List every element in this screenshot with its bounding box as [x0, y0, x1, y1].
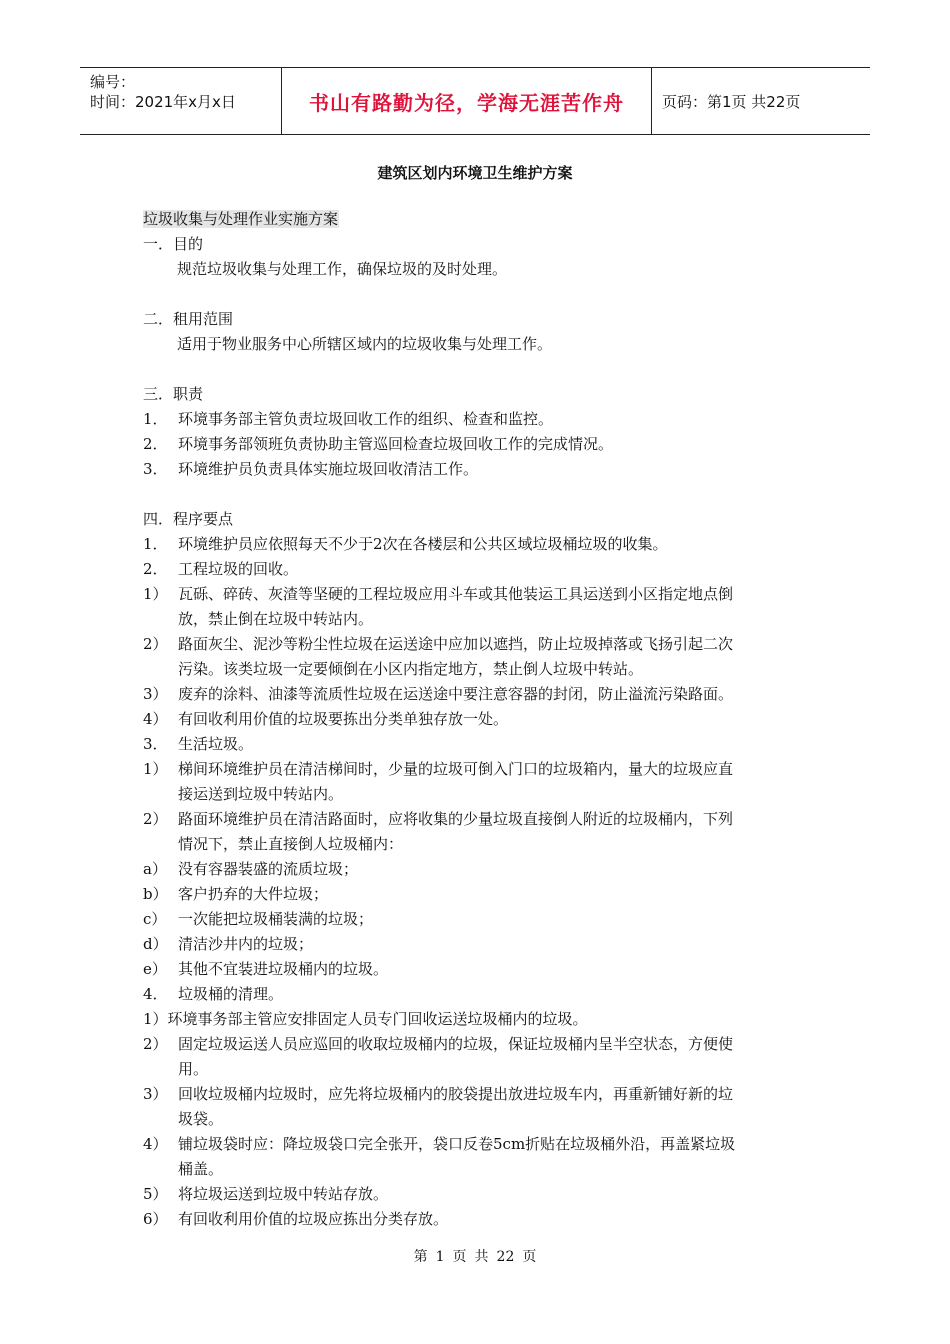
- list-item: [143, 632, 808, 657]
- item-text: 垃圾桶的清理。: [178, 985, 284, 1003]
- item-number: 1．: [143, 410, 168, 428]
- item-text: 生活垃圾。: [178, 735, 254, 753]
- item-text: 铺垃圾袋时应：降垃圾袋口完全张开，袋口反卷5cm折贴在垃圾桶外沿，再盖紧垃圾: [178, 1135, 736, 1153]
- item-text: 用。: [178, 1060, 209, 1078]
- section-heading: 一．目的: [143, 235, 204, 253]
- item-number: 3）: [143, 1085, 168, 1103]
- item-number: 2）: [143, 635, 168, 653]
- document-body: [143, 207, 808, 1232]
- item-number: b）: [143, 885, 168, 903]
- item-text: 一次能把垃圾桶装满的垃圾；: [178, 910, 374, 928]
- item-text: 工程垃圾的回收。: [178, 560, 299, 578]
- header-motto: 书山有路勤为径，学海无涯苦作舟: [282, 68, 652, 134]
- document-title: 建筑区划内环境卫生维护方案: [377, 164, 573, 182]
- list-item: [143, 982, 808, 1007]
- list-item: [143, 407, 808, 432]
- list-item: [143, 1107, 808, 1132]
- item-text: 接运送到垃圾中转站内。: [178, 785, 344, 803]
- item-text: 环境事务部领班负责协助主管巡回检查垃圾回收工作的完成情况。: [178, 435, 614, 453]
- list-item: [143, 1057, 808, 1082]
- item-text: 圾袋。: [178, 1110, 224, 1128]
- item-text: 路面环境维护员在清洁路面时，应将收集的少量垃圾直接倒人附近的垃圾桶内，下列: [178, 810, 734, 828]
- list-item: [143, 607, 808, 632]
- list-item: [143, 532, 808, 557]
- list-item: [143, 782, 808, 807]
- item-number: c）: [143, 910, 167, 928]
- item-text: 环境事务部主管负责垃圾回收工作的组织、检查和监控。: [178, 410, 554, 428]
- item-number: 4）: [143, 1135, 168, 1153]
- section-body: 适用于物业服务中心所辖区域内的垃圾收集与处理工作。: [177, 335, 553, 353]
- header-page-info: 页码：第1页 共22页: [662, 92, 801, 111]
- item-number: 1）: [143, 585, 168, 603]
- item-text: 废弃的涂料、油漆等流质性垃圾在运送途中要注意容器的封闭，防止溢流污染路面。: [178, 685, 734, 703]
- header-table: [80, 67, 870, 135]
- header-meta-cell: [80, 68, 282, 134]
- list-item: [143, 1032, 808, 1057]
- item-number: 3）: [143, 685, 168, 703]
- item-number: 2．: [143, 560, 168, 578]
- item-number: e）: [143, 960, 167, 978]
- footer-ye: 页: [452, 1249, 467, 1265]
- list-item: [143, 957, 808, 982]
- list-item: [143, 1157, 808, 1182]
- item-text: 将垃圾运送到垃圾中转站存放。: [178, 1185, 389, 1203]
- item-text: 环境维护员应依照每天不少于2次在各楼层和公共区域垃圾桶垃圾的收集。: [178, 535, 668, 553]
- list-item: [143, 707, 808, 732]
- list-item: [143, 557, 808, 582]
- item-number: 3．: [143, 460, 168, 478]
- procedure-list: [143, 532, 808, 1232]
- list-item: [143, 882, 808, 907]
- item-number: 2）: [143, 1035, 168, 1053]
- item-number: 3．: [143, 735, 168, 753]
- list-item: [143, 907, 808, 932]
- document-subtitle: 垃圾收集与处理作业实施方案: [143, 210, 339, 228]
- duties-list: [143, 407, 808, 482]
- item-number: 5）: [143, 1185, 168, 1203]
- list-item: [143, 432, 808, 457]
- footer-di: 第: [413, 1249, 428, 1265]
- section-body: 规范垃圾收集与处理工作，确保垃圾的及时处理。: [177, 260, 508, 278]
- list-item: [143, 582, 808, 607]
- item-text: 没有容器装盛的流质垃圾；: [178, 860, 359, 878]
- item-text: 环境维护员负责具体实施垃圾回收清洁工作。: [178, 460, 479, 478]
- footer-gong: 共: [474, 1249, 489, 1265]
- section-heading: 二．租用范围: [143, 310, 234, 328]
- list-item: [143, 1132, 808, 1157]
- list-item: [143, 1207, 808, 1232]
- item-number: 1．: [143, 535, 168, 553]
- item-number: 4．: [143, 985, 168, 1003]
- item-number: 2）: [143, 810, 168, 828]
- list-item: [143, 682, 808, 707]
- section-heading: 四．程序要点: [143, 510, 234, 528]
- item-number: a）: [143, 860, 167, 878]
- item-text: 桶盖。: [178, 1160, 224, 1178]
- list-item: [143, 1182, 808, 1207]
- item-text: 其他不宜装进垃圾桶内的垃圾。: [178, 960, 389, 978]
- code-label: 编号：: [90, 73, 136, 91]
- item-number: 4）: [143, 710, 168, 728]
- item-text: 回收垃圾桶内垃圾时，应先将垃圾桶内的胶袋提出放进垃圾车内，再重新铺好新的垃: [178, 1085, 734, 1103]
- list-item: [143, 857, 808, 882]
- item-text: 1）环境事务部主管应安排固定人员专门回收运送垃圾桶内的垃圾。: [143, 1010, 588, 1028]
- item-text: 路面灰尘、泥沙等粉尘性垃圾在运送途中应加以遮挡，防止垃圾掉落或飞扬引起二次: [178, 635, 734, 653]
- list-item: [143, 832, 808, 857]
- list-item: [143, 932, 808, 957]
- list-item: [143, 757, 808, 782]
- page-footer: [0, 1246, 950, 1266]
- item-text: 情况下，禁止直接倒人垃圾桶内：: [178, 835, 404, 853]
- item-text: 梯间环境维护员在清洁梯间时，少量的垃圾可倒入门口的垃圾箱内，量大的垃圾应直: [178, 760, 734, 778]
- item-text: 瓦砾、碎砖、灰渣等坚硬的工程垃圾应用斗车或其他装运工具运送到小区指定地点倒: [178, 585, 734, 603]
- item-number: 1）: [143, 760, 168, 778]
- time-label: 时间：2021年x月x日: [90, 93, 236, 111]
- footer-total-pages: 22: [496, 1249, 515, 1265]
- item-number: 2．: [143, 435, 168, 453]
- item-text: 有回收利用价值的垃圾应拣出分类存放。: [178, 1210, 449, 1228]
- section-heading: 三．职责: [143, 385, 204, 403]
- list-item: [143, 1082, 808, 1107]
- footer-ye: 页: [522, 1249, 537, 1265]
- item-number: d）: [143, 935, 168, 953]
- list-item: [143, 732, 808, 757]
- list-item: [143, 457, 808, 482]
- item-text: 有回收利用价值的垃圾要拣出分类单独存放一处。: [178, 710, 509, 728]
- item-number: 6）: [143, 1210, 168, 1228]
- item-text: 固定垃圾运送人员应巡回的收取垃圾桶内的垃圾，保证垃圾桶内呈半空状态，方便使: [178, 1035, 734, 1053]
- footer-page-number: 1: [435, 1249, 445, 1265]
- item-text: 客户扔弃的大件垃圾；: [178, 885, 329, 903]
- list-item: [143, 807, 808, 832]
- item-text: 污染。该类垃圾一定要倾倒在小区内指定地方，禁止倒人垃圾中转站。: [178, 660, 644, 678]
- list-item: [143, 657, 808, 682]
- list-item: [143, 1007, 808, 1032]
- item-text: 放，禁止倒在垃圾中转站内。: [178, 610, 374, 628]
- item-text: 清洁沙井内的垃圾；: [178, 935, 314, 953]
